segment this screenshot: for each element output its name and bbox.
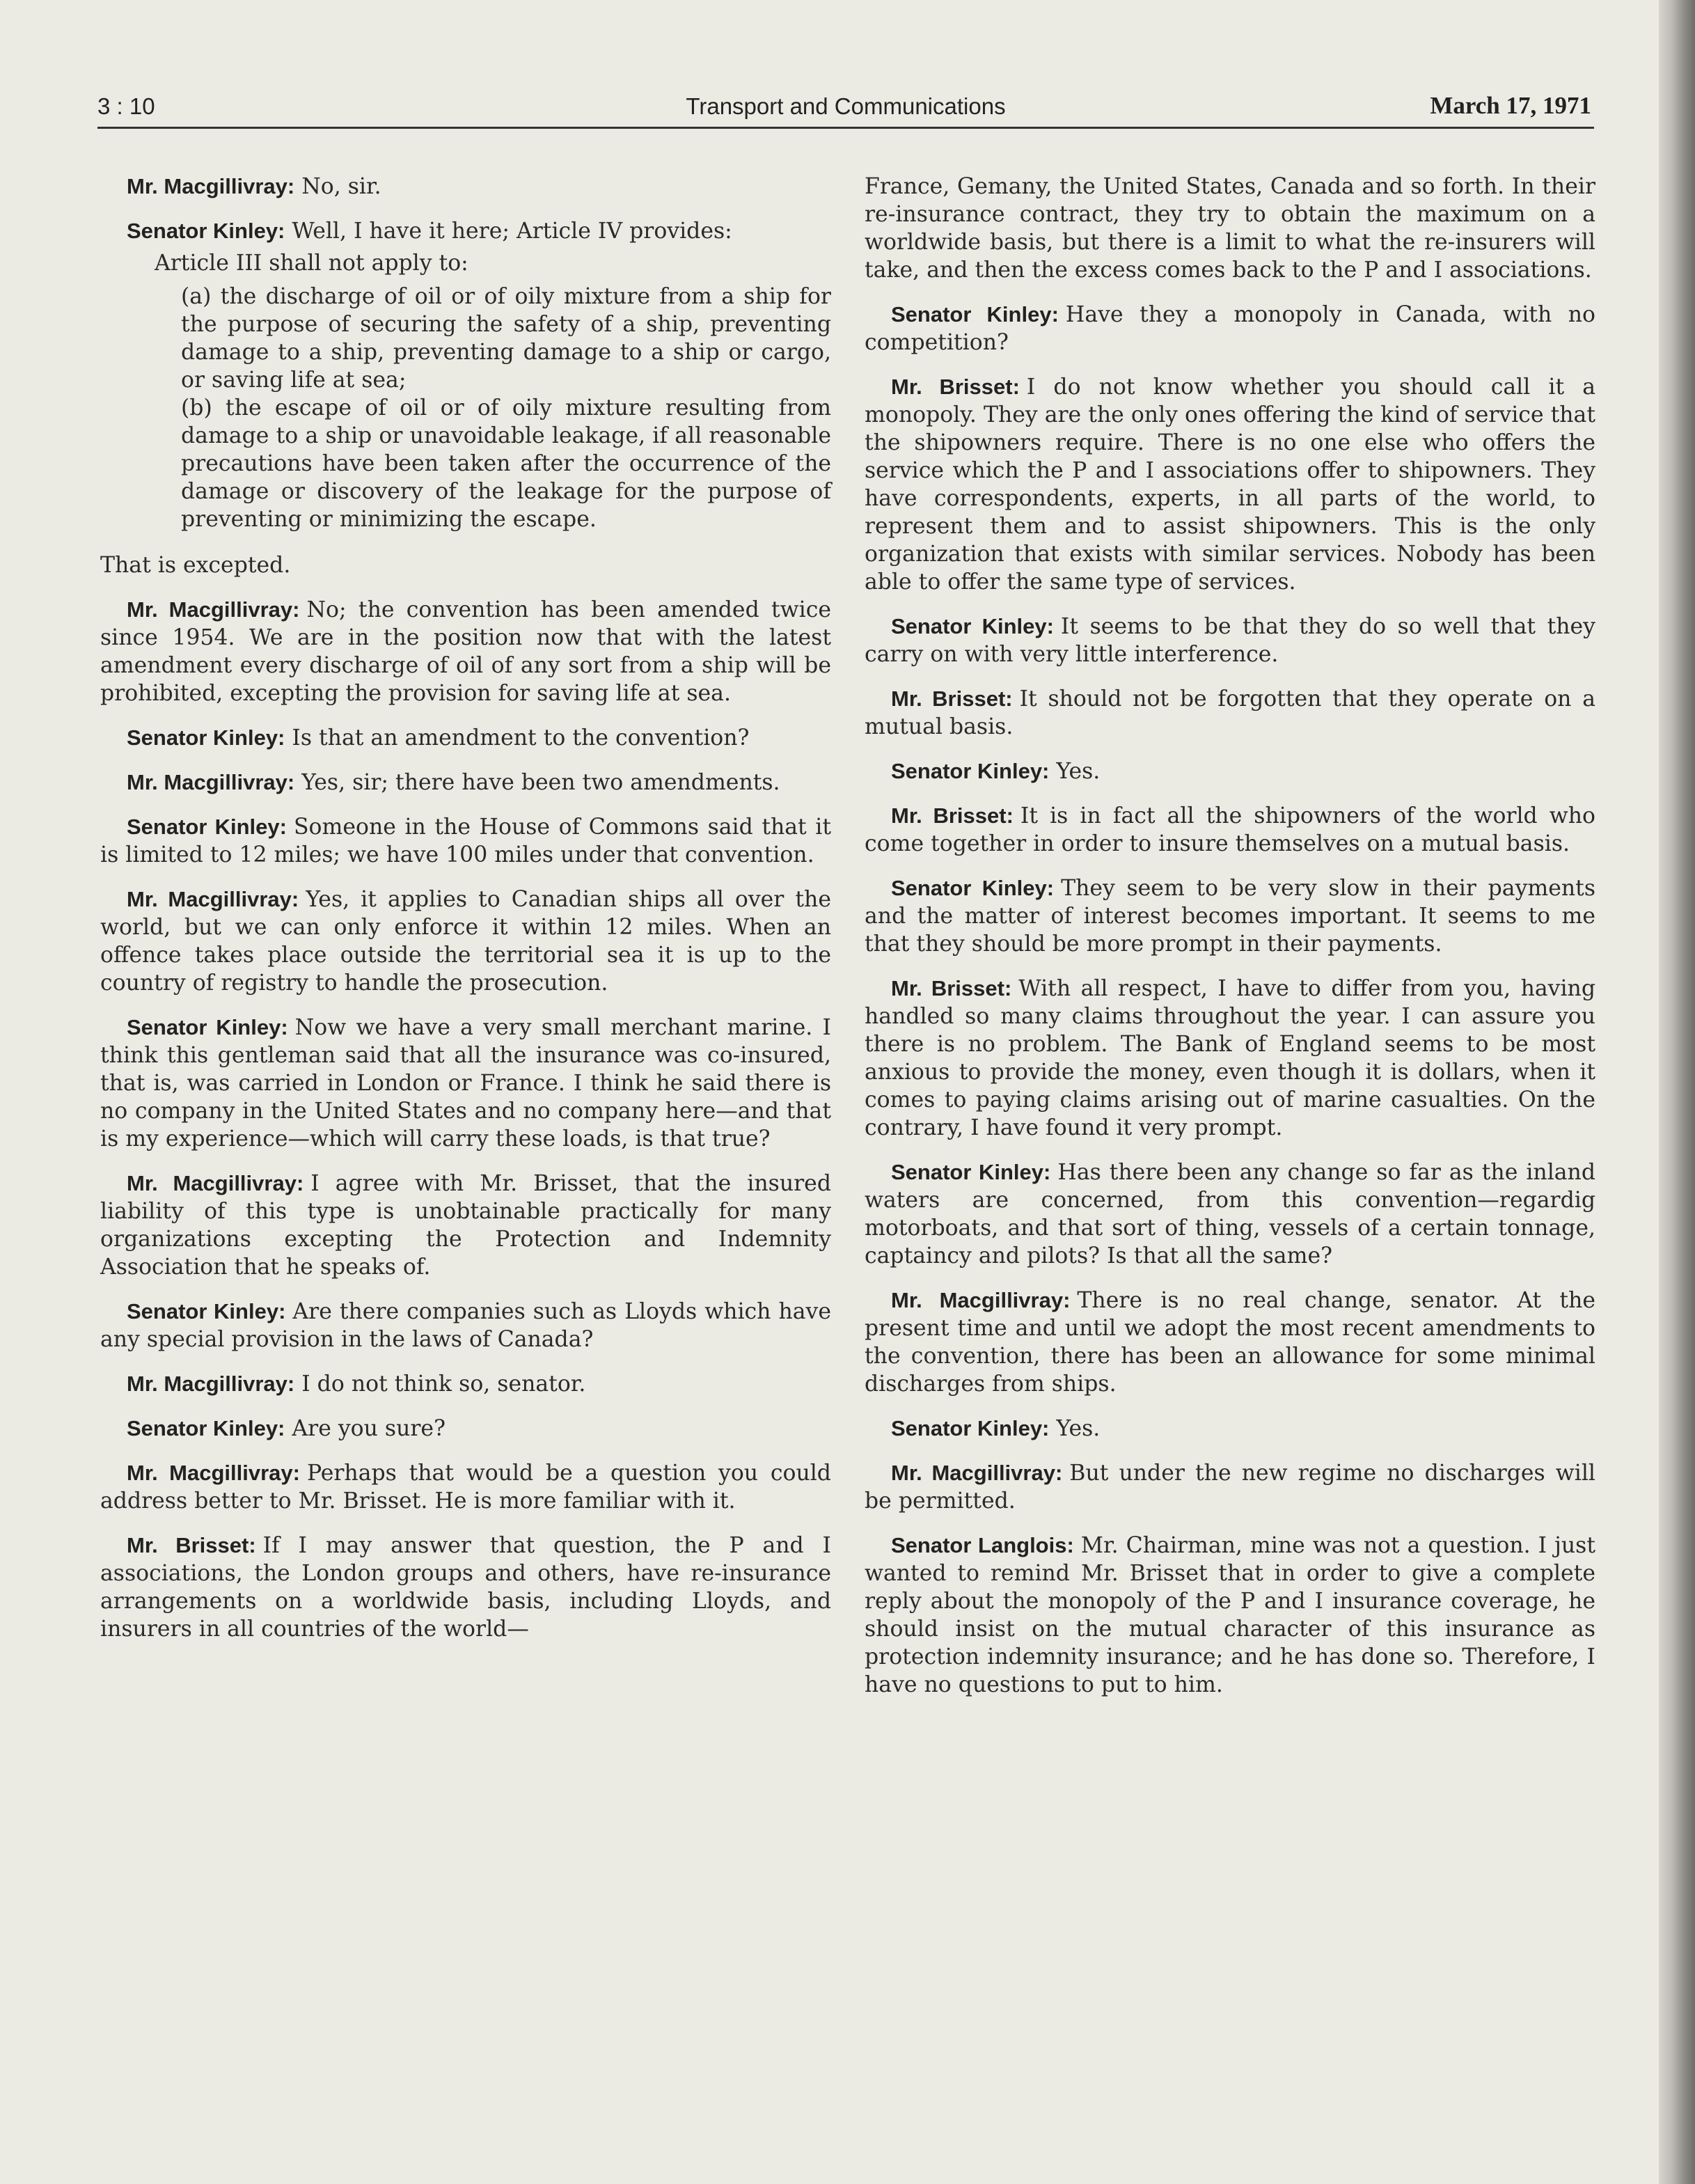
speech-text: I do not think so, senator. [301, 1372, 586, 1397]
speech-text: France, Gemany, the United States, Canada and so forth. In their re-insurance contract, they try to obtain the maximum on a worldwide basis, but there is a limit to what the re-insurers will take, and then the excess comes back to the P and I associations. [865, 174, 1595, 283]
speaker-name: Senator Kinley: [127, 725, 285, 750]
speech-text: Yes. [1056, 759, 1101, 784]
speech-text: With all respect, I have to differ from you, having handled so many claims throughout the year. I can assure you there is no problem. The Bank of England seems to be most anxious to provide the money, even though it is dollars, when it comes to paying claims arising out of marine casualties. On the contrary, I have found it very prompt. [865, 976, 1595, 1140]
paragraph [865, 1459, 1595, 1515]
paragraph [100, 173, 831, 201]
speech-text: That is excepted. [100, 553, 291, 578]
speech-text: Mr. Chairman, mine was not a question. I just wanted to remind Mr. Brisset that in order to give a complete reply about the monopoly of the P and I insurance coverage, he should insist on the mutual character of this insurance as protection indemnity insurance; and he has done so. Therefore, I have no questions to put to him. [865, 1533, 1595, 1697]
speech-text: I do not know whether you should call it a monopoly. They are the only ones offering the kind of service that the shipowners require. There is no one else who offers the service which the P and I associations offer to shipowners. They have correspondents, experts, in all parts of the world, to represent them and to assist shipowners. This is the only organization that exists with similar services. Nobody has been able to offer the same type of services. [865, 375, 1595, 595]
paragraph [865, 373, 1595, 596]
paragraph [865, 1287, 1595, 1398]
speech-text: They seem to be very slow in their payments and the matter of interest becomes important. It seems to me that they should be more prompt in their payments. [865, 876, 1595, 957]
speaker-name: Mr. Brisset: [891, 803, 1014, 828]
speaker-name: Mr. Brisset: [891, 375, 1020, 399]
speech-text: I agree with Mr. Brisset, that the insured liability of this type is unobtainable practically for many organizations excepting the Protection and Indemnity Association that he speaks of. [100, 1171, 831, 1280]
speaker-name: Senator Kinley: [891, 614, 1054, 638]
speech-text: No, sir. [301, 174, 381, 199]
speaker-name: Senator Kinley: [127, 815, 287, 839]
left-column [100, 173, 831, 1660]
paragraph [100, 1370, 831, 1398]
speech-text: But under the new regime no discharges will be permitted. [865, 1461, 1595, 1514]
running-title: Transport and Communications [686, 93, 1006, 119]
paragraph [865, 301, 1595, 356]
speaker-name: Senator Kinley: [127, 219, 285, 243]
speaker-name: Senator Kinley: [127, 1416, 285, 1440]
paragraph [865, 802, 1595, 858]
speaker-name: Mr. Brisset: [127, 1533, 256, 1557]
speaker-name: Senator Kinley: [891, 1160, 1051, 1184]
paragraph [865, 1415, 1595, 1443]
paragraph [865, 173, 1595, 284]
paragraph [100, 1532, 831, 1643]
paragraph [100, 1170, 831, 1281]
paragraph [100, 1415, 831, 1443]
paragraph [865, 1532, 1595, 1699]
right-column [865, 173, 1595, 1715]
speaker-name: Mr. Macgillivray: [891, 1288, 1071, 1312]
speech-text: Perhaps that would be a question you could address better to Mr. Brisset. He is more familiar with it. [100, 1461, 831, 1514]
paragraph [865, 685, 1595, 741]
paragraph [100, 1298, 831, 1353]
paragraph [100, 1014, 831, 1153]
speech-text: If I may answer that question, the P and I associations, the London groups and others, have re-insurance arrangements on a worldwide basis, including Lloyds, and insurers in all countries of the world— [100, 1533, 831, 1642]
speaker-name: Senator Kinley: [891, 302, 1059, 327]
speaker-name: Senator Kinley: [891, 876, 1055, 900]
speaker-name: Mr. Macgillivray: [127, 770, 295, 794]
paragraph [865, 1158, 1595, 1270]
paragraph [865, 613, 1595, 668]
speech-text: Is that an amendment to the convention? [292, 725, 750, 751]
speaker-name: Senator Kinley: [891, 1416, 1050, 1440]
paragraph [865, 874, 1595, 958]
speech-text: Are you sure? [292, 1416, 446, 1441]
speech-text: Now we have a very small merchant marine. I think this gentleman said that all the insurance was co-insured, that is, was carried in London or France. I think he said there is no company in the United States and no company here—and that is my experience—which will carry these loads, is that true? [100, 1015, 831, 1152]
speech-text: It is in fact all the shipowners of the world who come together in order to insure themselves on a mutual basis. [865, 803, 1595, 856]
speech-text: Someone in the House of Commons said that it is limited to 12 miles; we have 100 miles under that convention. [100, 815, 831, 867]
paragraph [865, 975, 1595, 1142]
quote-item-b: (b) the escape of oil or of oily mixture resulting from damage to a ship or unavoidable leakage, if all reasonable precautions have been taken after the occurrence of the damage or discovery of the leakage for the purpose of preventing or minimizing the escape. [181, 395, 831, 532]
speaker-name: Senator Langlois: [891, 1533, 1074, 1557]
speech-text: It should not be forgotten that they operate on a mutual basis. [865, 686, 1595, 739]
paragraph [865, 757, 1595, 785]
paragraph [100, 217, 831, 245]
speech-text: Have they a monopoly in Canada, with no competition? [865, 302, 1596, 355]
paragraph [100, 813, 831, 869]
header-date: March 17, 1971 [1430, 92, 1591, 119]
quoted-article [100, 249, 831, 533]
speaker-name: Senator Kinley: [891, 759, 1050, 783]
speaker-name: Mr. Macgillivray: [127, 1171, 304, 1195]
speech-text: It seems to be that they do so well that they carry on with very little interference. [865, 614, 1595, 667]
speaker-name: Senator Kinley: [127, 1299, 286, 1323]
speech-text: There is no real change, senator. At the present time and until we adopt the most recent amendments to the convention, there has been an allowance for some minimal discharges from ships. [865, 1288, 1595, 1397]
speaker-name: Mr. Brisset: [891, 976, 1012, 1000]
speech-text: Yes, sir; there have been two amendments. [301, 770, 780, 795]
page-header [97, 82, 1594, 129]
speaker-name: Mr. Macgillivray: [127, 887, 299, 911]
speech-text: Yes. [1056, 1416, 1101, 1441]
page-edge-shadow [1659, 0, 1695, 2184]
paragraph [100, 724, 831, 752]
speech-text: Well, I have it here; Article IV provides: [292, 219, 732, 244]
paragraph [100, 551, 831, 579]
speech-text: Has there been any change so far as the inland waters are concerned, from this convention—regardig motorboats, and that sort of thing, vessels of a certain tonnage, captaincy and pilots? Is that all the same? [865, 1160, 1595, 1268]
paragraph [100, 596, 831, 707]
speech-text: Are there companies such as Lloyds which have any special provision in the laws of Canada? [100, 1299, 831, 1352]
speaker-name: Mr. Brisset: [891, 686, 1013, 711]
quote-intro: Article III shall not apply to: [155, 251, 468, 276]
speaker-name: Mr. Macgillivray: [891, 1461, 1063, 1485]
quote-item-a: (a) the discharge of oil or of oily mixture from a ship for the purpose of securing the safety of a ship, preventing damage to a ship, preventing damage to a ship or cargo, or saving life at sea; [181, 284, 831, 393]
speech-text: No; the convention has been amended twice since 1954. We are in the position now that with the latest amendment every discharge of oil of any sort from a ship will be prohibited, excepting the provision for saving life at sea. [100, 597, 831, 706]
page-number: 3 : 10 [97, 93, 155, 119]
paragraph [100, 769, 831, 796]
speaker-name: Mr. Macgillivray: [127, 597, 300, 622]
speaker-name: Mr. Macgillivray: [127, 174, 295, 198]
speaker-name: Senator Kinley: [127, 1015, 288, 1039]
speaker-name: Mr. Macgillivray: [127, 1461, 300, 1485]
paragraph [100, 1459, 831, 1515]
speech-text: Yes, it applies to Canadian ships all over the world, but we can only enforce it within 12 miles. When an offence takes place outside the territorial sea it is up to the country of registry to handle the prosecution. [100, 887, 831, 996]
speaker-name: Mr. Macgillivray: [127, 1372, 295, 1396]
paragraph [100, 886, 831, 997]
